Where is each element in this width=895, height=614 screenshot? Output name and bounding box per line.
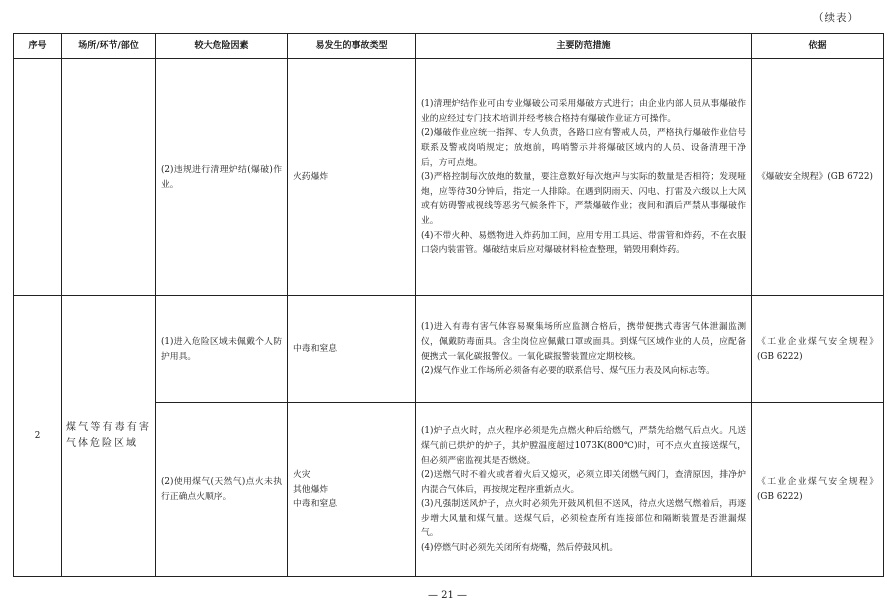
accident-cell (288, 59, 416, 296)
hazard-cell: (2)使用煤气(天然气)点火未执行正确点火顺序。 (156, 403, 288, 577)
measure-item: (4)不带火种、易燃物进入炸药加工间，应用专用工具运、带雷管和炸药，不在衣服口袋内装雷管。爆破结束后应对爆破材料检查整理，销毁用剩炸药。 (421, 230, 746, 256)
basis-cell: 《工业企业煤气安全规程》(GB 6222) (752, 296, 884, 403)
measure-item: (2)爆破作业应统一指挥、专人负责，各路口应有警戒人员，严格执行爆破作业信号联系及警戒岗哨规定；放炮前，鸣哨警示并将爆破区域内的人员、设备清理干净后，方可点炮。 (421, 128, 746, 168)
row-location-cell (62, 59, 156, 296)
accident-type: 中毒和窒息 (293, 499, 337, 510)
measure-item: (3)凡强制送风炉子，点火时必须先开鼓风机但不送风，待点火送燃气燃着后，再逐步增大风量和煤气量。送煤气后，必须检查所有连接部位和隔断装置是否泄漏煤气。 (421, 499, 746, 539)
accident-cell (288, 296, 416, 403)
hazard-cell: (1)进入危险区域未佩戴个人防护用具。 (156, 296, 288, 403)
measure-item: (3)严格控制每次放炮的数量，要注意数好每次炮声与实际的数量是否相符；发现哑炮，应等待30分钟后，指定一人排除。在遇到阴雨天、闪电、打雷及六级以上大风或有妨碍警戒视线等恶劣气候条件下，严禁爆破作业；夜间和酒后严禁从事爆破作业。 (421, 172, 746, 226)
accident-type: 火灾 (293, 470, 311, 481)
measure-item: (2)送燃气时不着火或者着火后又熄灭，必须立即关闭燃气阀门，查清原因，排净炉内混合气体后，再按规定程序重新点火。 (421, 470, 746, 495)
accident-cell (288, 403, 416, 577)
table-row (14, 296, 884, 403)
header-accident-type: 易发生的事故类型 (288, 34, 416, 59)
basis-cell: 《工业企业煤气安全规程》(GB 6222) (752, 403, 884, 577)
header-hazard: 较大危险因素 (156, 34, 288, 59)
header-location: 场所/环节/部位 (62, 34, 156, 59)
measure-item: (1)清理炉结作业可由专业爆破公司采用爆破方式进行；由企业内部人员从事爆破作业的应经过专门技术培训并经考核合格持有爆破作业证方可操作。 (421, 99, 746, 124)
measure-item: (4)停燃气时必须先关闭所有烧嘴，然后停鼓风机。 (421, 543, 619, 554)
accident-type: 其他爆炸 (293, 484, 329, 495)
measures-cell (416, 59, 752, 296)
continued-label: （续表） (813, 12, 859, 24)
hazard-cell: (2)违规进行清理炉结(爆破)作业。 (156, 59, 288, 296)
hazard-table (13, 33, 884, 577)
measures-cell (416, 296, 752, 403)
group-location: 煤气等有毒有害气体危险区域 (62, 296, 156, 577)
accident-type: 火药爆炸 (293, 172, 329, 183)
measure-item: (2)煤气作业工作场所必须备有必要的联系信号、煤气压力表及风向标志等。 (421, 366, 715, 377)
measures-cell (416, 403, 752, 577)
measure-item: (1)炉子点火时，点火程序必须是先点燃火种后给燃气，严禁先给燃气后点火。凡送煤气前已烘炉的炉子，其炉膛温度超过1073K(800℃)时，可不点火直接送煤气，但必须严密监视其是否燃烧。 (421, 426, 746, 466)
group-number: 2 (14, 296, 62, 577)
header-measures: 主要防范措施 (416, 34, 752, 59)
measure-item: (1)进入有毒有害气体容易聚集场所应监测合格后，携带便携式毒害气体泄漏监测仪，佩戴防毒面具。含尘岗位应佩戴口罩或面具。到煤气区域作业的人员，应配备便携式一氧化碳报警仪。一氧化碳报警装置应定期校核。 (421, 322, 746, 362)
table-row (14, 59, 884, 296)
accident-type: 中毒和窒息 (293, 344, 337, 355)
page-number: — 21 — (427, 590, 468, 601)
header-number: 序号 (14, 34, 62, 59)
row-number-cell (14, 59, 62, 296)
header-basis: 依据 (752, 34, 884, 59)
basis-cell: 《爆破安全规程》(GB 6722) (752, 59, 884, 296)
table-header-row (14, 34, 884, 59)
